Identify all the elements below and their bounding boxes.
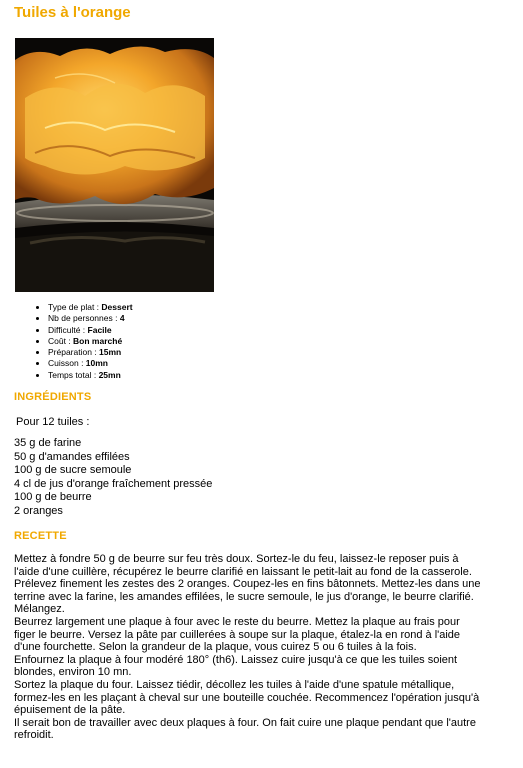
meta-item-type: • Type de plat : Dessert xyxy=(48,302,133,313)
meta-item-prep-time: • Préparation : 15mn xyxy=(48,347,133,358)
ingredient-item: 50 g d'amandes effilées xyxy=(14,450,130,463)
orange-tuiles-image xyxy=(15,38,214,292)
recipe-title: Tuiles à l'orange xyxy=(14,4,131,21)
step-paragraph: Prélevez finement les zestes des 2 oranges. Coupez-les en fins bâtonnets. Mettez-les dans une terrine avec la farine, les amandes effilées, le sucre semoule, le jus d'orange, le beurre clarifié. Mélangez. xyxy=(14,578,481,616)
step-paragraph: Mettez à fondre 50 g de beurre sur feu très doux. Sortez-le du feu, laissez-le reposer puis à l'aide d'une cuillère, récupérez le beurre clarifié en laissant le petit-lait au fond de la casserole. xyxy=(14,553,472,578)
servings-text: Pour 12 tuiles : xyxy=(16,416,90,428)
recipe-photo xyxy=(15,38,214,292)
meta-item-cost: • Coût : Bon marché xyxy=(48,336,133,347)
ingredient-item: 100 g de sucre semoule xyxy=(14,464,132,476)
step-paragraph: Il serait bon de travailler avec deux plaques à four. On fait cuire une plaque pendant que l'autre refroidit. xyxy=(14,716,476,742)
step-paragraph: Sortez la plaque du four. Laissez tiédir, décollez les tuiles à l'aide d'une spatule métallique, formez-les en les plaçant à cheval sur une bouteille couchée. Recommencez l'opération jusqu'à épuisement de la pâte. xyxy=(14,678,480,717)
meta-item-difficulty: • Difficulté : Facile xyxy=(48,325,133,336)
ingredient-item: 100 g de beurre xyxy=(14,491,92,503)
recipe-steps xyxy=(14,553,484,742)
step-paragraph: Beurrez largement une plaque à four avec le reste du beurre. Mettez la plaque au frais pour figer le beurre. Versez la pâte par cuillerées à soupe sur la plaque, étalez-la en rond à l'aide d'une fourchette. Selon la grandeur de la plaque, vous cuirez 5 ou 6 tuiles à la fois. xyxy=(14,615,461,654)
step-paragraph: Enfournez la plaque à four modéré 180° (th6). Laissez cuire jusqu'à ce que les tuiles soient blondes, environ 10 mn. xyxy=(14,653,458,679)
meta-item-servings: • Nb de personnes : 4 xyxy=(48,313,133,324)
meta-item-cook-time: • Cuisson : 10mn xyxy=(48,358,133,369)
ingredient-item: 35 g de farine xyxy=(14,437,82,449)
ingredient-item: 4 cl de jus d'orange fraîchement pressée xyxy=(14,477,213,490)
meta-item-total-time: • Temps total : 25mn xyxy=(48,370,133,381)
ingredient-item: 2 oranges xyxy=(14,504,63,517)
recipe-meta-list xyxy=(32,302,133,381)
ingredients-list xyxy=(14,437,212,518)
ingredients-heading: INGRÉDIENTS xyxy=(14,391,92,403)
recipe-steps-heading: RECETTE xyxy=(14,530,67,542)
